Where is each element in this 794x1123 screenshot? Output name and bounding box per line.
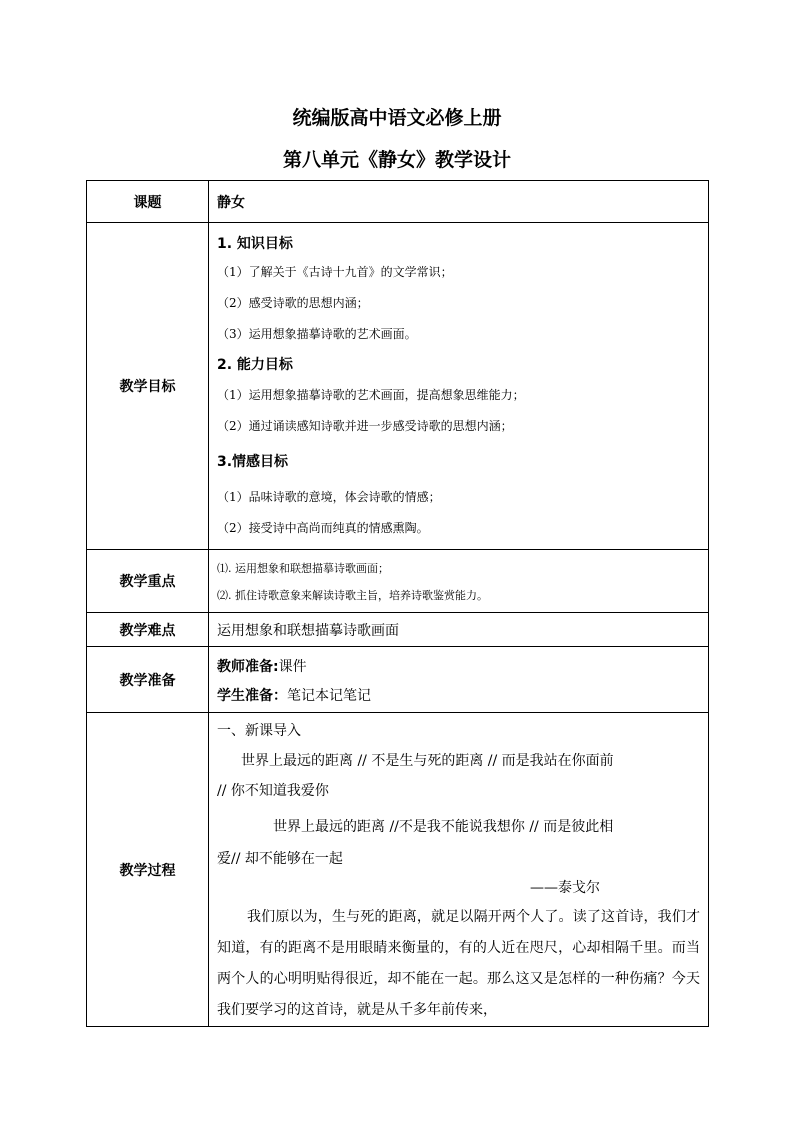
goal1-item: （3）运用想象描摹诗歌的艺术画面。 — [217, 327, 417, 341]
goal3-heading: 3.情感目标 — [217, 454, 289, 470]
lesson-plan-table — [86, 180, 709, 1027]
prep-student-value: 笔记本记笔记 — [287, 688, 371, 704]
value-prep — [209, 647, 709, 713]
row-difficulty — [87, 613, 709, 647]
key-point-item: ⑵. 抓住诗歌意象来解读诗歌主旨，培养诗歌鉴赏能力。 — [217, 589, 488, 602]
value-key-points — [209, 550, 709, 613]
prep-teacher-label: 教师准备: — [217, 659, 279, 675]
prep-teacher-value: 课件 — [278, 659, 307, 675]
goal1-item: （1）了解关于《古诗十九首》的文学常识； — [217, 265, 453, 279]
row-key-points — [87, 550, 709, 613]
row-topic — [87, 181, 709, 223]
value-process — [209, 713, 709, 1027]
label-process: 教学过程 — [87, 713, 209, 1027]
label-key-points: 教学重点 — [87, 550, 209, 613]
poem-line: // 你不知道我爱你 — [217, 783, 329, 799]
goal2-heading: 2. 能力目标 — [217, 357, 293, 373]
prep-teacher — [217, 652, 700, 681]
row-prep — [87, 647, 709, 713]
label-prep: 教学准备 — [87, 647, 209, 713]
document-title: 统编版高中语文必修上册 — [292, 107, 502, 129]
goal1-item: （2）感受诗歌的思想内涵； — [217, 296, 369, 310]
label-topic: 课题 — [87, 181, 209, 223]
label-difficulty: 教学难点 — [87, 613, 209, 647]
goal2-item: （1）运用想象描摹诗歌的艺术画面，提高想象思维能力； — [217, 388, 525, 402]
prep-student-label: 学生准备： — [217, 688, 287, 704]
goal3-item: （2）接受诗中高尚而纯真的情感熏陶。 — [217, 521, 429, 535]
poem-author: ——泰戈尔 — [530, 880, 600, 896]
goal2-item: （2）通过诵读感知诗歌并进一步感受诗歌的思想内涵； — [217, 419, 513, 433]
goal1-heading: 1. 知识目标 — [217, 236, 293, 252]
difficulty-text: 运用想象和联想描摹诗歌画面 — [217, 622, 399, 639]
row-goals — [87, 223, 709, 550]
value-goals — [209, 223, 709, 550]
goal3-item: （1）品味诗歌的意境，体会诗歌的情感； — [217, 490, 441, 504]
row-process — [87, 713, 709, 1027]
prep-student — [217, 681, 700, 710]
value-difficulty — [209, 613, 709, 647]
label-goals: 教学目标 — [87, 223, 209, 550]
value-topic — [209, 181, 709, 223]
intro-paragraph: 我们原以为，生与死的距离，就足以隔开两个人了。读了这首诗，我们才知道，有的距离不是用眼睛来衡量的，有的人近在咫尺，心却相隔千里。而当两个人的心明明贴得很近，却不能在一起。那么这又是怎样的一种伤痛？今天我们要学习的这首诗，就是从千多年前传来， — [217, 909, 700, 1018]
poem-line: 世界上最远的距离 //不是我不能说我想你 // 而是彼此相 — [273, 819, 614, 835]
process-section-heading: 一、新课导入 — [217, 723, 301, 739]
poem-line: 世界上最远的距离 // 不是生与死的距离 // 而是我站在你面前 — [241, 753, 614, 769]
topic-value: 静女 — [217, 194, 245, 211]
document-subtitle: 第八单元《静女》教学设计 — [282, 149, 511, 171]
key-point-item: ⑴. 运用想象和联想描摹诗歌画面； — [217, 562, 389, 575]
poem-line: 爱// 却不能够在一起 — [217, 851, 343, 867]
